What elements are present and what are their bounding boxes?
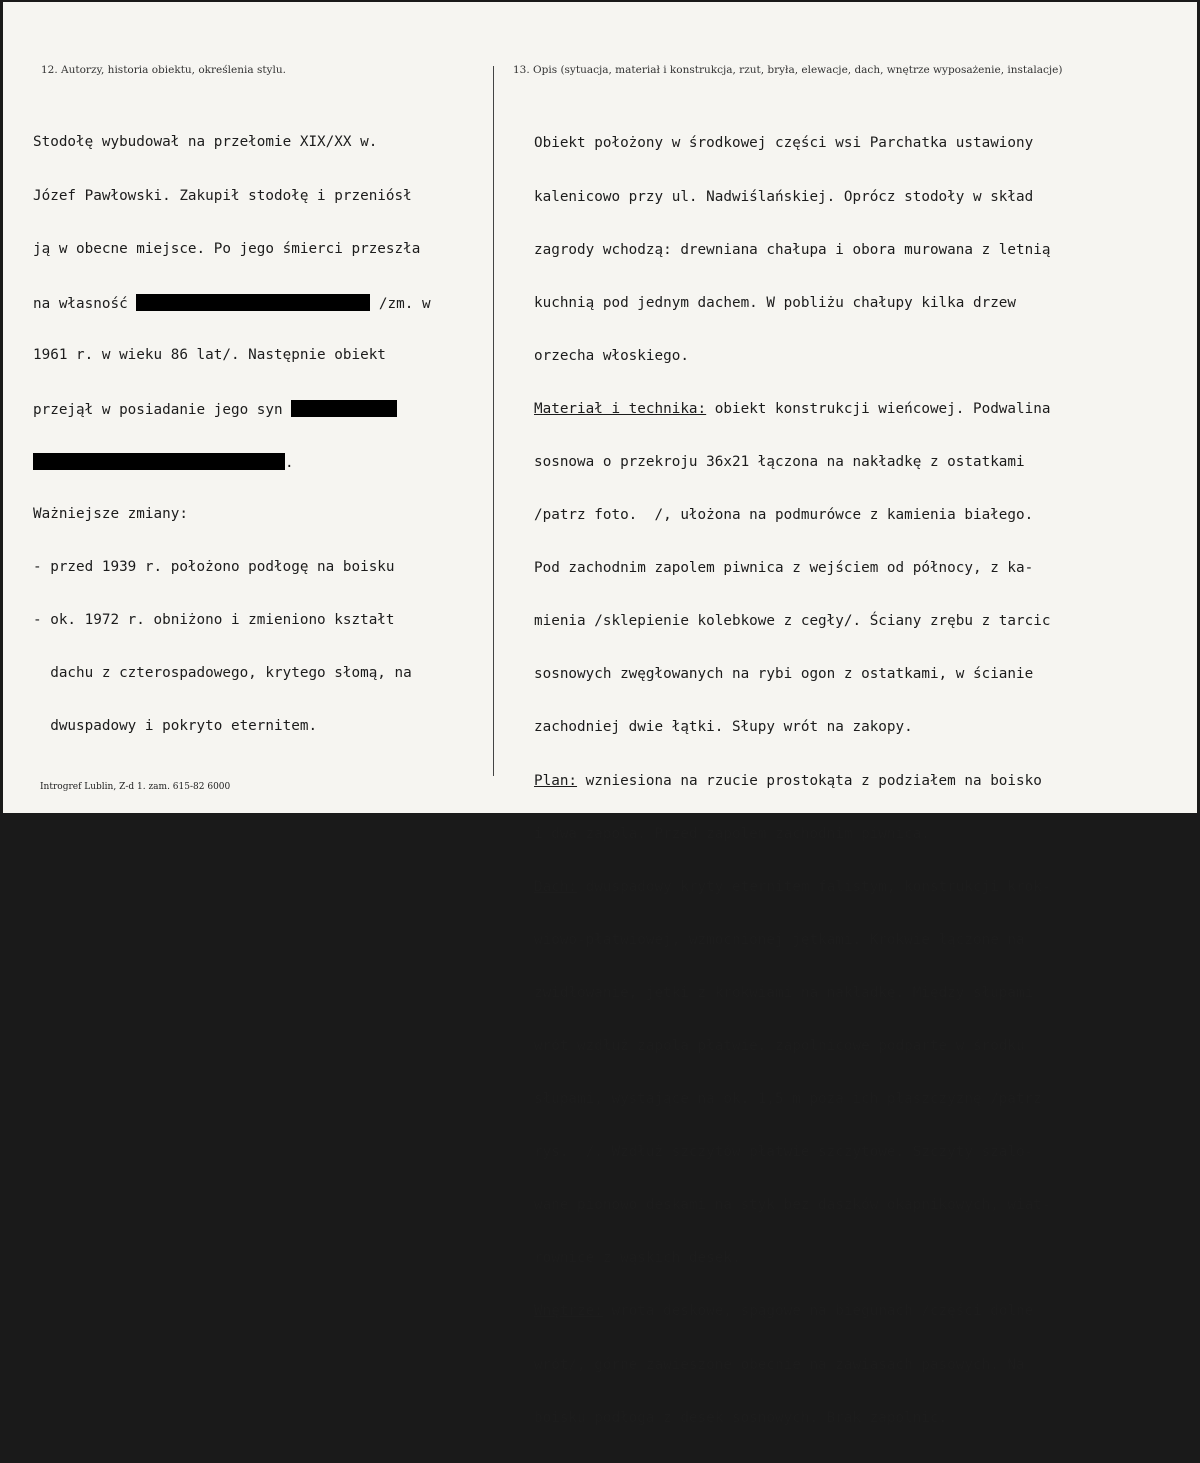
- text-line: mienia /sklepienie kolebkowe z cegły/. Ściany zrębu z tarcic: [534, 613, 1051, 630]
- text-line: wane pionowo deskami na styk bez daszków okapnikowych, wiat-: [534, 1197, 1051, 1214]
- text-line: zachodniej dwie łątki. Słupy wrót na zakopy.: [534, 719, 913, 736]
- text-line: 1961 r. w wieku 86 lat/. Następnie obiekt: [33, 346, 386, 363]
- subheading-material: Materiał i technika:: [534, 400, 707, 417]
- text-line: dachu z czterospadowego, krytego słomą, na: [33, 665, 412, 682]
- text-line: wiowo-płatwiowej, wzmocnionej jętkami. Krokwie łączone na: [534, 931, 1025, 948]
- subheading-interior: Wnętrze:: [534, 1303, 603, 1320]
- text-line: kalenicowo przy ul. Nadwiślańskiej. Oprócz stodoły w skład: [534, 188, 1034, 205]
- text-line: - ok. 1972 r. obniżono i zmieniono kształt: [33, 612, 395, 629]
- text-line: [534, 879, 1050, 897]
- history-text: [33, 99, 431, 772]
- text-line: rownice z wąskich desek.: [534, 1250, 741, 1267]
- text-line: Ważniejsze zmiany:: [33, 506, 188, 523]
- text-line: wrót wzdłuż zapola płatwie. zapolnicowe podparte w środku: [534, 1038, 1025, 1054]
- redaction-bar: [33, 453, 285, 470]
- text-line: Józef Pawłowski. Zakupił stodołę i przeniósł: [33, 187, 412, 204]
- text-line: Obiekt położony w środkowej części wsi Parchatka ustawiony: [534, 135, 1034, 152]
- text-line: słupami, wystające na ok. 1,5 m poza ich płaszczyznę /patrz: [534, 1091, 1042, 1108]
- text-line: zagrody wchodzą: drewniana chałupa i obora murowana z letnią: [534, 241, 1051, 258]
- text-line: Stodołę wybudował na przełomie XIX/XX w.: [33, 134, 378, 151]
- redaction-bar: [291, 400, 397, 417]
- section-13-header: 13. Opis (sytuacja, materiał i konstrukcja, rzut, bryła, elewacje, dach, wnętrze wyposażenie, instalacje): [513, 64, 1063, 76]
- text-line: /patrz foto. /, ułożona na podmurówce z kamienia białego.: [534, 507, 1034, 524]
- text-line: sosnowych zwęgłowanych na rybi ogon z ostatkami, w ścianie: [534, 666, 1034, 683]
- subheading-roof: Dach:: [534, 878, 578, 895]
- text-line: [534, 1303, 1050, 1321]
- text-segment: przejął w posiadanie jego syn: [33, 401, 283, 418]
- text-segment: wzniesiona na rzucie prostokąta z podziałem na boisko: [577, 772, 1042, 789]
- text-line: - przed 1939 r. położono podłogę na boisku: [33, 559, 395, 576]
- text-segment: dwuspadowy kryty eternitem falistym, konstrukcji krok-: [577, 878, 1051, 895]
- text-line: orzecha włoskiego.: [534, 347, 689, 364]
- text-line: [534, 401, 1050, 419]
- subheading-plan: Plan:: [534, 772, 578, 789]
- text-segment: wrota deskowe, spągowe na biegunach /części dolne: [602, 1303, 1034, 1320]
- text-line: ją w obecne miejsce. Po jego śmierci przeszła: [33, 240, 421, 257]
- text-segment: na własność: [33, 295, 128, 312]
- text-line: [33, 294, 431, 312]
- text-segment: /zm. w: [378, 295, 431, 312]
- text-line: kuchnią pod jednym dachem. W pobliżu chałupy kilka drzew: [534, 294, 1017, 311]
- text-line: boisku podłoga z desek sosnowych. Brak zapolnic.: [534, 1409, 948, 1426]
- text-line: Pod zachodnim zapolem piwnica z wejściem od północy, z ka-: [534, 560, 1034, 577]
- text-line: rys. /. Wzdłuż szczytów płatwie szczytowe. Szczyty szalo-: [534, 1144, 1034, 1161]
- column-divider: [493, 66, 494, 776]
- text-segment: .: [285, 454, 294, 471]
- text-line: dwuspadowy i pokryto eternitem.: [33, 718, 318, 735]
- text-line: [33, 400, 431, 418]
- text-line: sosnowa o przekroju 36x21 łączona na nakładkę z ostatkami: [534, 453, 1025, 470]
- description-text: [534, 100, 1050, 1463]
- printer-imprint: Introgref Lublin, Z-d 1. zam. 615-82 6000: [40, 782, 231, 792]
- redaction-bar: [136, 294, 370, 311]
- text-line: i dwa zapola. Przed zapolem zachodnim piwnica.: [534, 825, 930, 842]
- text-line: wrót/, górne zawieszone obecnie na zawiasach pasowych. Na: [534, 1356, 1025, 1373]
- text-line: zwidłowanie, jętki z krokwiami na nakładkę. Między słupami: [534, 984, 1034, 1001]
- text-line: [534, 773, 1050, 791]
- text-segment: obiekt konstrukcji wieńcowej. Podwalina: [706, 400, 1051, 417]
- inventory-card: [3, 2, 1197, 1426]
- section-12-header: 12. Autorzy, historia obiektu, określenia stylu.: [41, 64, 286, 76]
- text-line: [33, 453, 431, 471]
